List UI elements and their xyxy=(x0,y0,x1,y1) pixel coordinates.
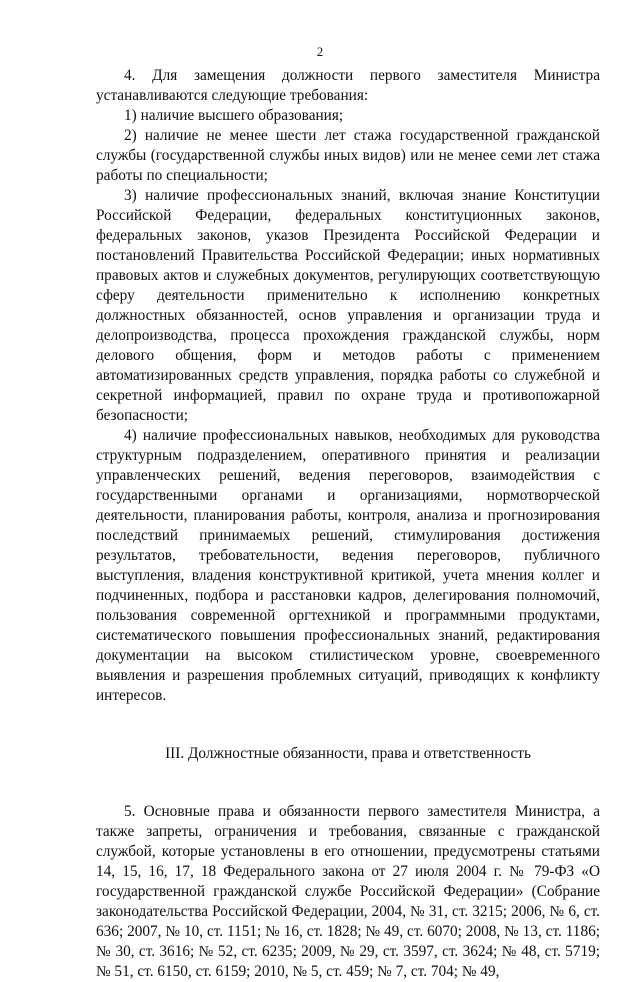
paragraph-requirement-1: 1) наличие высшего образования; xyxy=(124,107,344,124)
paragraph-requirement-4: 4) наличие профессиональных навыков, необходимых для руководства структурным подразделением, оперативного принятия и реализации управленческих решений, ведения переговоров, взаимодействия с государственными органами и организациями, нормотворческой деятельности, планирования работы, контроля, анализа и прогнозирования последствий принимаемых решений, стимулирования достижения результатов, требовательности, ведения переговоров, публичного выступления, владения конструктивной критикой, учета мнения коллег и подчиненных, подбора и расстановки кадров, делегирования полномочий, пользования современной оргтехникой и программными продуктами, систематического повышения профессиональных знаний, редактирования документации на высоком стилистическом уровне, своевременного выявления и разрешения проблемных ситуаций, приводящих к конфликту интересов. xyxy=(96,427,600,704)
paragraph-rights-duties: 5. Основные права и обязанности первого заместителя Министра, а также запреты, ограничения и требования, связанные с гражданской службой, которые установлены в его отношении, предусмотрены статьями 14, 15, 16, 17, 18 Федерального закона от 27 июля 2004 г. № 79-ФЗ «О государственной гражданской службе Российской Федерации» (Собрание законодательства Российской Федерации, 2004, № 31, ст. 3215; 2006, № 6, ст. 636; 2007, № 10, ст. 1151; № 16, ст. 1828; № 49, ст. 6070; 2008, № 13, ст. 1186; № 30, ст. 3616; № 52, ст. 6235; 2009, № 29, ст. 3597, ст. 3624; № 48, ст. 5719; № 51, ст. 6150, ст. 6159; 2010, № 5, ст. 459; № 7, ст. 704; № 49, xyxy=(96,803,600,980)
document-body xyxy=(96,66,600,982)
page-number: 2 xyxy=(316,44,324,59)
paragraph-requirement-2: 2) наличие не менее шести лет стажа государственной гражданской службы (государственной службы иных видов) или не менее семи лет стажа работы по специальности; xyxy=(96,127,600,184)
paragraph-requirement-3: 3) наличие профессиональных знаний, включая знание Конституции Российской Федерации, федеральных конституционных законов, федеральных законов, указов Президента Российской Федерации и постановлений Правительства Российской Федерации; иных нормативных правовых актов и служебных документов, регулирующих соответствующую сферу деятельности применительно к исполнению конкретных должностных обязанностей, основ управления и организации труда и делопроизводства, процесса прохождения гражданской службы, норм делового общения, форм и методов работы с применением автоматизированных средств управления, порядка работы со служебной и секретной информацией, правил по охране труда и противопожарной безопасности; xyxy=(96,187,600,424)
paragraph-requirements-intro: 4. Для замещения должности первого заместителя Министра устанавливаются следующие требования: xyxy=(96,67,600,104)
section-heading: III. Должностные обязанности, права и ответственность xyxy=(165,745,531,762)
